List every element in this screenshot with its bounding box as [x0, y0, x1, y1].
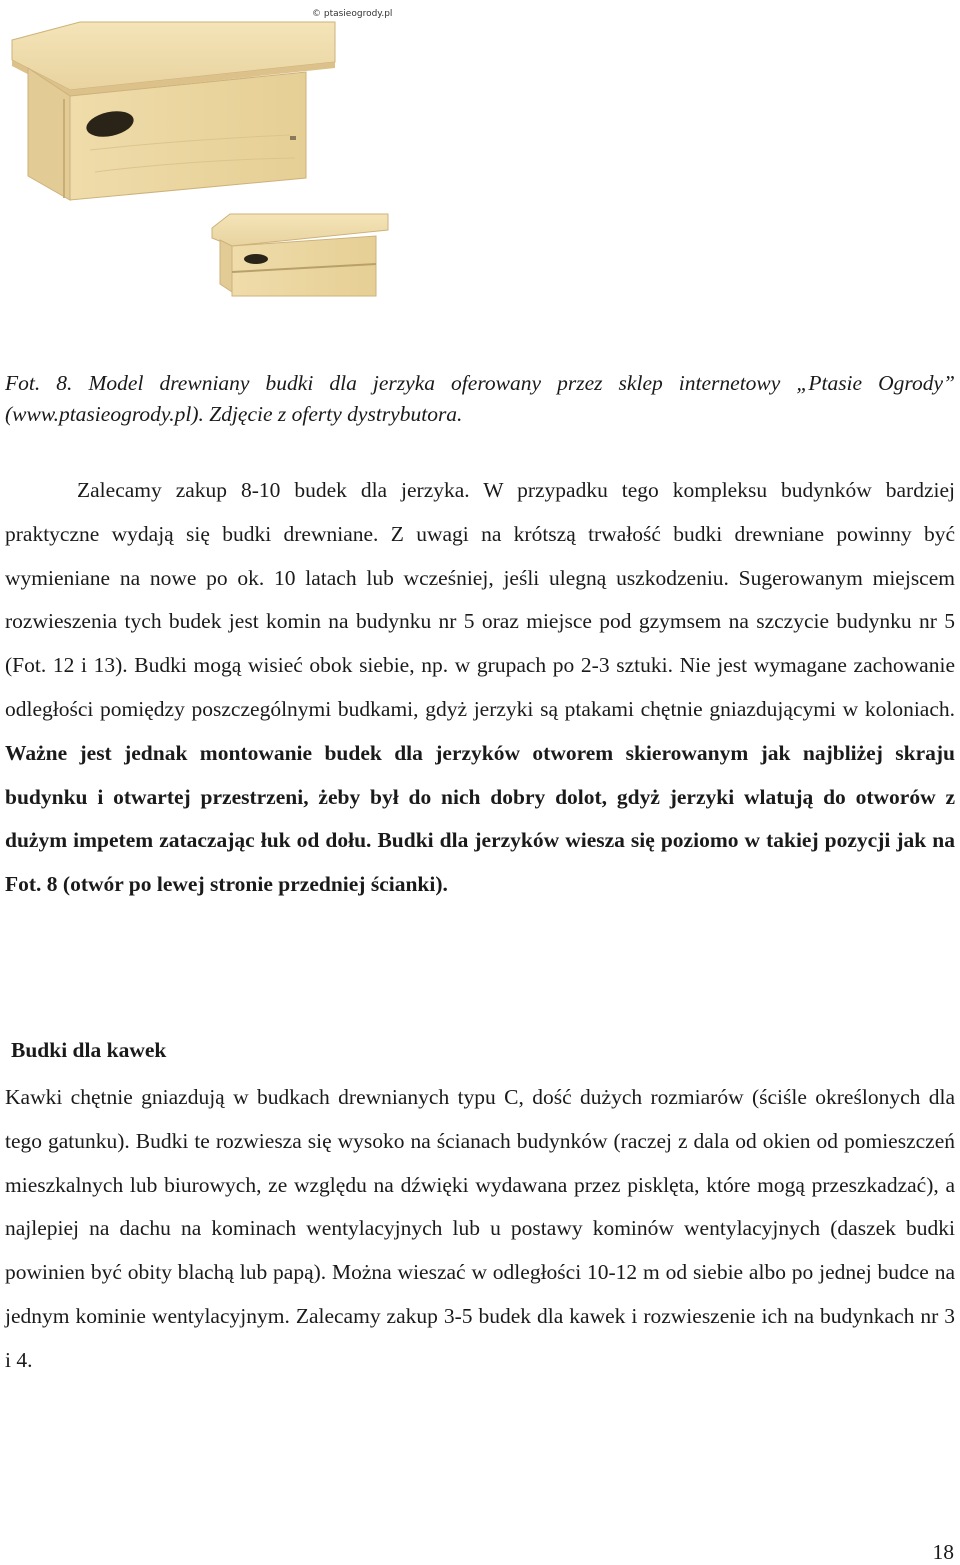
figure-caption: Fot. 8. Model drewniany budki dla jerzyka oferowany przez sklep internetowy „Ptasie Ogrody” (www.ptasieogrody.pl). Zdjęcie z oferty dystrybutora.	[5, 371, 955, 426]
watermark-text: © ptasieogrody.pl	[312, 9, 393, 19]
section-heading: Budki dla kawek	[11, 1038, 167, 1062]
paragraph-jerzyk-bold: Ważne jest jednak montowanie budek dla jerzyków otworem skierowanym jak najbliżej skraju budynku i otwartej przestrzeni, żeby był do nich dobry dolot, gdyż jerzyki wlatują do otworów z dużym impetem zataczając łuk od dołu. Budki dla jerzyków wiesza się poziomo w takiej pozycji jak na Fot. 8 (otwór po lewej stronie przedniej ścianki).	[5, 740, 955, 897]
page-number: 18	[932, 1540, 954, 1564]
paragraph-kawki: Kawki chętnie gniazdują w budkach drewnianych typu C, dość dużych rozmiarów (ściśle określonych dla tego gatunku). Budki te rozwiesza się wysoko na ścianach budynków (raczej z dala od okien od pomieszczeń mieszkalnych lub biurowych, ze względu na dźwięki wydawana przez pisklęta, które mogą przeszkadzać), a najlepiej na dachu na kominach wentylacyjnych lub u postawy kominów wentylacyjnych (daszek budki powinien być obity blachą lub papą). Można wieszać w odległości 10-12 m od siebie albo po jednej budce na jednym kominie wentylacyjnym. Zalecamy zakup 3-5 budek dla kawek i rozwieszenie ich na budynkach nr 3 i 4.	[5, 1085, 955, 1372]
large-nest-box	[12, 22, 335, 200]
paragraph-jerzyk	[5, 469, 955, 907]
paragraph-jerzyk-text: Zalecamy zakup 8-10 budek dla jerzyka. W przypadku tego kompleksu budynków bardziej praktyczne wydają się budki drewniane. Z uwagi na krótszą trwałość budki drewniane powinny być wymieniane na nowe po ok. 10 latach lub wcześniej, jeśli ulegną uszkodzeniu. Sugerowanym miejscem rozwieszenia tych budek jest komin na budynku nr 5 oraz miejsce pod gzymsem na szczycie budynku nr 5 (Fot. 12 i 13). Budki mogą wisieć obok siebie, np. w grupach po 2-3 sztuki. Nie jest wymagane zachowanie odległości pomiędzy poszczególnymi budkami, gdyż jerzyki są ptakami chętnie gniazdującymi w koloniach.	[5, 478, 955, 721]
small-nest-box	[212, 214, 388, 296]
nest-box-image	[0, 0, 400, 320]
